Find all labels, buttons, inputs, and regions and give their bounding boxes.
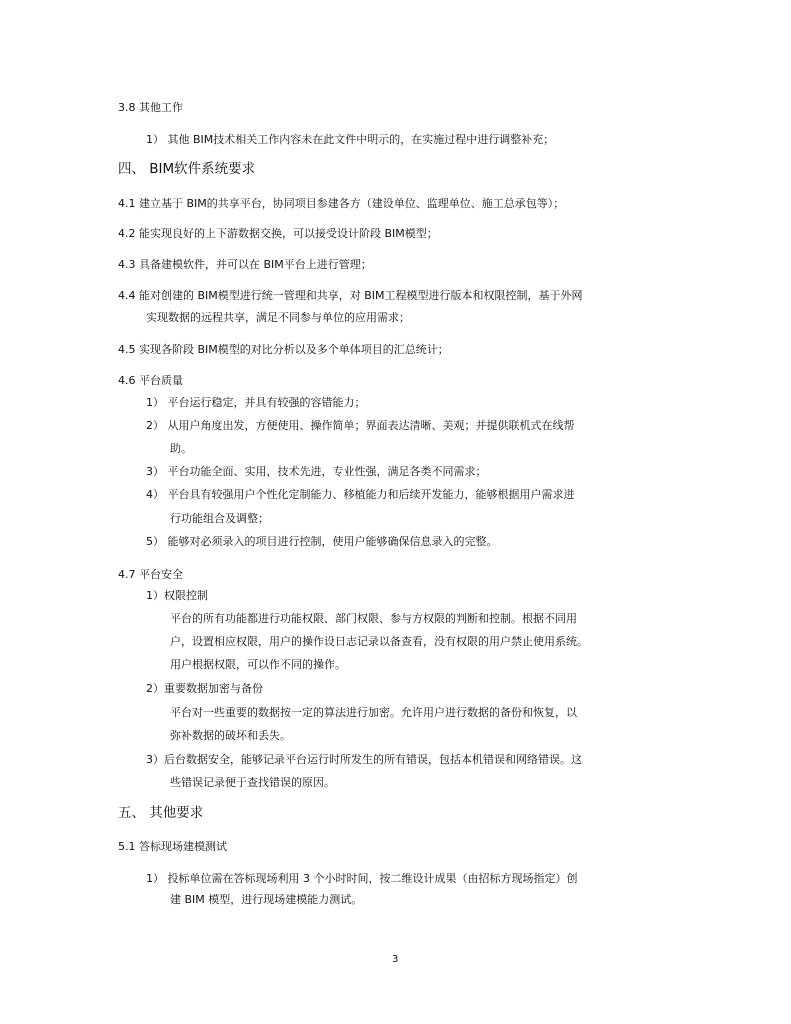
section-3-8-heading: 3.8 其他工作	[118, 101, 183, 114]
list-item: 2） 从用户角度出发，方便使用、操作简单；界面表达清晰、美观；并提供联机式在线帮	[146, 419, 575, 432]
list-item: 3） 平台功能全面、实用，技术先进，专业性强，满足各类不同需求；	[146, 465, 487, 478]
paragraph-line: 用户根据权限，可以作不同的操作。	[170, 658, 346, 671]
list-item: 5） 能够对必须录入的项目进行控制，使用户能够确保信息录入的完整。	[146, 535, 498, 548]
section-5-1-heading: 5.1 答标现场建模测试	[118, 840, 227, 853]
paragraph-line: 户，设置相应权限，用户的操作设日志记录以备查看，没有权限的用户禁止使用系统。	[170, 635, 588, 648]
paragraph-line: 4.1 建立基于 BIM的共享平台，协同项目参建各方（建设单位、监理单位、施工总承包等）；	[118, 197, 565, 210]
list-item-continuation: 建 BIM 模型，进行现场建模能力测试。	[170, 893, 363, 906]
paragraph-line: 1） 其他 BIM技术相关工作内容未在此文件中明示的，在实施过程中进行调整补充；	[146, 133, 555, 146]
section-4-7-heading: 4.7 平台安全	[118, 568, 183, 581]
paragraph-line: 4.5 实现各阶段 BIM模型的对比分析以及多个单体项目的汇总统计；	[118, 343, 449, 356]
paragraph-line: 平台对一些重要的数据按一定的算法进行加密。允许用户进行数据的备份和恢复，以	[170, 706, 577, 719]
paragraph-line: 弥补数据的破坏和丢失。	[170, 729, 291, 742]
page-number: 3	[392, 954, 399, 965]
paragraph-line: 4.3 具备建模软件，并可以在 BIM平台上进行管理；	[118, 258, 372, 271]
section-4-heading: 四、 BIM软件系统要求	[118, 161, 256, 177]
list-item-continuation: 行功能组合及调整；	[170, 512, 269, 525]
paragraph-line: 平台的所有功能都进行功能权限、部门权限、参与方权限的判断和控制。根据不同用	[170, 612, 577, 625]
list-item: 4） 平台具有较强用户个性化定制能力、移植能力和后续开发能力，能够根据用户需求进	[146, 488, 575, 501]
paragraph-line: 些错误记录便于查找错误的原因。	[170, 776, 335, 789]
paragraph-line: 实现数据的远程共享，满足不同参与单位的应用需求；	[146, 311, 410, 324]
section-4-6-heading: 4.6 平台质量	[118, 374, 183, 387]
list-item: 1） 平台运行稳定，并具有较强的容错能力；	[146, 396, 366, 409]
list-item: 1） 投标单位需在答标现场利用 3 个小时时间，按二维设计成果（由招标方现场指定）创	[146, 872, 578, 885]
list-item-continuation: 助。	[170, 442, 192, 455]
subsection-heading: 2）重要数据加密与备份	[146, 682, 263, 695]
section-5-heading: 五、 其他要求	[118, 805, 204, 821]
paragraph-line: 4.2 能实现良好的上下游数据交换，可以接受设计阶段 BIM模型；	[118, 227, 438, 240]
subsection-heading: 1）权限控制	[146, 589, 208, 602]
paragraph-line: 4.4 能对创建的 BIM模型进行统一管理和共享，对 BIM工程模型进行版本和权限控制，基于外网	[118, 289, 583, 302]
subsection-heading: 3）后台数据安全，能够记录平台运行时所发生的所有错误，包括本机错误和网络错误。这	[146, 753, 582, 766]
